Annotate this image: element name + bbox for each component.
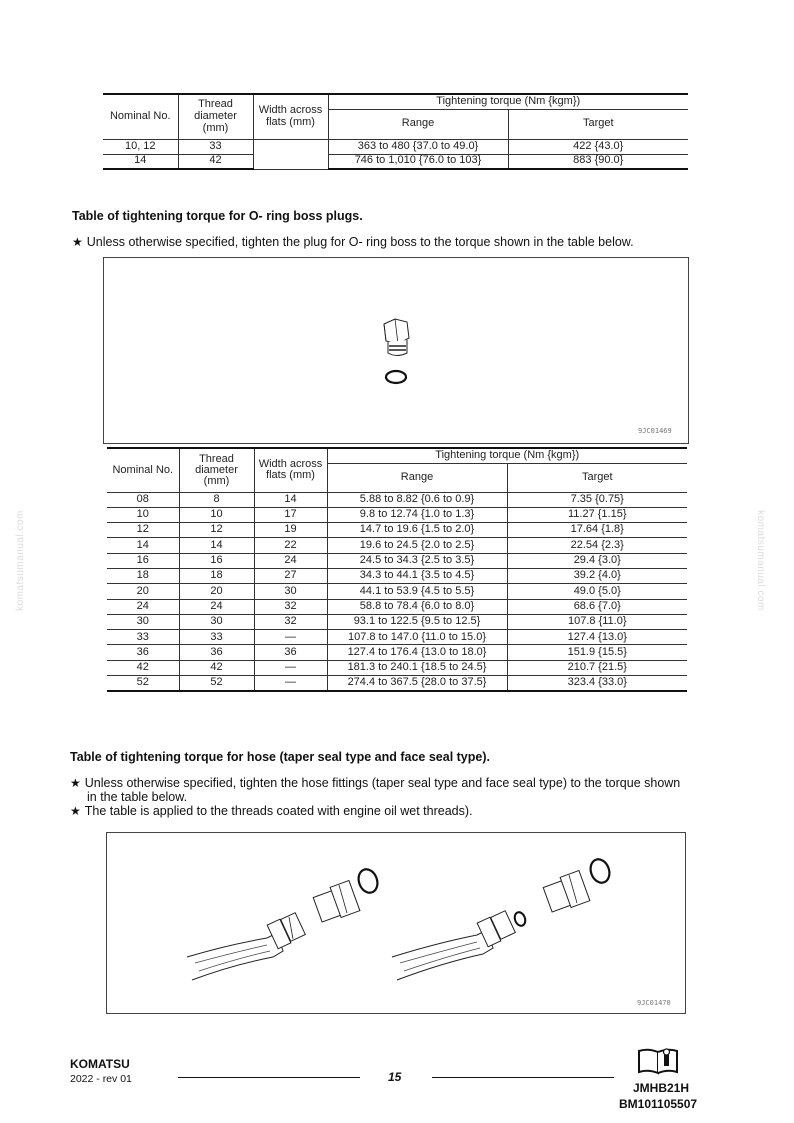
table-row bbox=[107, 630, 687, 645]
cell-nominal: 10, 12 bbox=[103, 139, 178, 154]
section-heading-hose: Table of tightening torque for hose (taper seal type and face seal type). bbox=[70, 750, 490, 764]
table-row bbox=[107, 538, 687, 553]
doc-code-2: BM101105507 bbox=[619, 1097, 698, 1111]
table-row bbox=[103, 139, 688, 154]
table-row bbox=[107, 553, 687, 568]
cell-width: 27 bbox=[254, 568, 327, 583]
cell-range: 107.8 to 147.0 {11.0 to 15.0} bbox=[327, 630, 507, 645]
cell-width: 14 bbox=[254, 492, 327, 507]
note-oring bbox=[72, 235, 634, 249]
cell-nominal: 20 bbox=[107, 584, 179, 599]
header-thread: Thread diameter (mm) bbox=[179, 448, 254, 492]
cell-width: 22 bbox=[254, 538, 327, 553]
cell-range: 181.3 to 240.1 {18.5 to 24.5} bbox=[327, 660, 507, 675]
cell-range: 127.4 to 176.4 {13.0 to 18.0} bbox=[327, 645, 507, 660]
cell-range: 5.88 to 8.82 {0.6 to 0.9} bbox=[327, 492, 507, 507]
cell-width: 32 bbox=[254, 599, 327, 614]
header-width: Width across flats (mm) bbox=[254, 448, 327, 492]
cell-width: — bbox=[254, 676, 327, 691]
table-row bbox=[107, 568, 687, 583]
header-target: Target bbox=[507, 463, 687, 492]
cell-nominal: 52 bbox=[107, 676, 179, 691]
cell-target: 49.0 {5.0} bbox=[507, 584, 687, 599]
cell-target: 17.64 {1.8} bbox=[507, 523, 687, 538]
cell-nominal: 14 bbox=[103, 154, 178, 169]
manual-book-icon bbox=[636, 1046, 682, 1076]
cell-target: 151.9 {15.5} bbox=[507, 645, 687, 660]
cell-thread: 16 bbox=[179, 553, 254, 568]
watermark-right: komatsumanual.com bbox=[754, 510, 766, 611]
cell-target: 39.2 {4.0} bbox=[507, 568, 687, 583]
cell-target: 7.35 {0.75} bbox=[507, 492, 687, 507]
note-hose-1-line1: Unless otherwise specified, tighten the hose fittings (taper seal type and face seal type) to the torque shown bbox=[84, 776, 681, 790]
cell-range: 274.4 to 367.5 {28.0 to 37.5} bbox=[327, 676, 507, 691]
cell-width: — bbox=[254, 630, 327, 645]
cell-range: 44.1 to 53.9 {4.5 to 5.5} bbox=[327, 584, 507, 599]
footer-edition: 2022 - rev 01 bbox=[70, 1073, 132, 1085]
cell-thread: 10 bbox=[179, 507, 254, 522]
cell-nominal: 08 bbox=[107, 492, 179, 507]
cell-width: 24 bbox=[254, 553, 327, 568]
cell-nominal: 16 bbox=[107, 553, 179, 568]
cell-thread: 30 bbox=[179, 614, 254, 629]
table-row bbox=[107, 660, 687, 675]
footer-rule-right bbox=[432, 1077, 614, 1078]
oring-plug-figure bbox=[103, 257, 689, 444]
table-row bbox=[107, 676, 687, 691]
hose-fittings-illustration bbox=[107, 833, 687, 1015]
cell-thread: 42 bbox=[179, 660, 254, 675]
figure-code-hose: 9JC01470 bbox=[637, 999, 671, 1007]
cell-width: 19 bbox=[254, 523, 327, 538]
cell-nominal: 42 bbox=[107, 660, 179, 675]
hose-fittings-figure bbox=[106, 832, 686, 1014]
cell-nominal: 18 bbox=[107, 568, 179, 583]
cell-thread: 12 bbox=[179, 523, 254, 538]
cell-nominal: 24 bbox=[107, 599, 179, 614]
note-hose-1-line2: in the table below. bbox=[87, 790, 188, 804]
cell-target: 883 {90.0} bbox=[508, 154, 688, 169]
table-row bbox=[107, 523, 687, 538]
cell-nominal: 30 bbox=[107, 614, 179, 629]
cell-nominal: 36 bbox=[107, 645, 179, 660]
table-row bbox=[107, 614, 687, 629]
cell-thread: 8 bbox=[179, 492, 254, 507]
note-oring-text: Unless otherwise specified, tighten the plug for O- ring boss to the torque shown in the table below. bbox=[86, 235, 634, 249]
oring-plug-torque-table bbox=[107, 447, 687, 692]
cell-range: 363 to 480 {37.0 to 49.0} bbox=[328, 139, 508, 154]
cell-width: 17 bbox=[254, 507, 327, 522]
star-icon: ★ bbox=[70, 804, 81, 818]
cell-thread: 52 bbox=[179, 676, 254, 691]
header-target: Target bbox=[508, 109, 688, 139]
cell-range: 58.8 to 78.4 {6.0 to 8.0} bbox=[327, 599, 507, 614]
cell-target: 11.27 {1.15} bbox=[507, 507, 687, 522]
section-heading-oring: Table of tightening torque for O- ring boss plugs. bbox=[72, 209, 363, 223]
cell-target: 127.4 {13.0} bbox=[507, 630, 687, 645]
footer-brand: KOMATSU bbox=[70, 1057, 130, 1071]
header-range: Range bbox=[327, 463, 507, 492]
table-row bbox=[107, 584, 687, 599]
cell-thread: 20 bbox=[179, 584, 254, 599]
table-row bbox=[107, 507, 687, 522]
header-torque: Tightening torque (Nm {kgm}) bbox=[328, 94, 688, 109]
header-torque: Tightening torque (Nm {kgm}) bbox=[327, 448, 687, 463]
cell-range: 34.3 to 44.1 {3.5 to 4.5} bbox=[327, 568, 507, 583]
doc-code-1: JMHB21H bbox=[633, 1081, 690, 1095]
header-range: Range bbox=[328, 109, 508, 139]
header-width: Width across flats (mm) bbox=[253, 94, 328, 139]
figure-code-oring: 9JC01469 bbox=[638, 427, 672, 435]
cell-nominal: 12 bbox=[107, 523, 179, 538]
cell-range: 93.1 to 122.5 {9.5 to 12.5} bbox=[327, 614, 507, 629]
cell-range: 24.5 to 34.3 {2.5 to 3.5} bbox=[327, 553, 507, 568]
cell-width: — bbox=[254, 660, 327, 675]
page-number: 15 bbox=[388, 1070, 402, 1084]
cell-range: 746 to 1,010 {76.0 to 103} bbox=[328, 154, 508, 169]
cell-thread: 36 bbox=[179, 645, 254, 660]
cell-range: 19.6 to 24.5 {2.0 to 2.5} bbox=[327, 538, 507, 553]
table-row bbox=[107, 599, 687, 614]
cell-target: 68.6 {7.0} bbox=[507, 599, 687, 614]
header-thread: Thread diameter (mm) bbox=[178, 94, 253, 139]
cell-range: 9.8 to 12.74 {1.0 to 1.3} bbox=[327, 507, 507, 522]
note-hose-1 bbox=[70, 776, 680, 804]
cell-width bbox=[253, 139, 328, 169]
cell-target: 107.8 {11.0} bbox=[507, 614, 687, 629]
cell-range: 14.7 to 19.6 {1.5 to 2.0} bbox=[327, 523, 507, 538]
star-icon: ★ bbox=[70, 776, 81, 790]
cell-target: 323.4 {33.0} bbox=[507, 676, 687, 691]
table-row bbox=[107, 645, 687, 660]
torque-table-continuation bbox=[103, 93, 688, 170]
header-nominal: Nominal No. bbox=[107, 448, 179, 492]
cell-thread: 42 bbox=[178, 154, 253, 169]
cell-thread: 33 bbox=[178, 139, 253, 154]
cell-width: 32 bbox=[254, 614, 327, 629]
cell-target: 22.54 {2.3} bbox=[507, 538, 687, 553]
cell-thread: 33 bbox=[179, 630, 254, 645]
cell-width: 30 bbox=[254, 584, 327, 599]
watermark-left: komatsumanual.com bbox=[14, 510, 26, 611]
cell-thread: 18 bbox=[179, 568, 254, 583]
cell-target: 422 {43.0} bbox=[508, 139, 688, 154]
oring-plug-illustration bbox=[104, 258, 690, 445]
cell-thread: 24 bbox=[179, 599, 254, 614]
cell-target: 210.7 {21.5} bbox=[507, 660, 687, 675]
header-nominal: Nominal No. bbox=[103, 94, 178, 139]
star-icon: ★ bbox=[72, 235, 83, 249]
cell-target: 29.4 {3.0} bbox=[507, 553, 687, 568]
table-row bbox=[107, 492, 687, 507]
cell-nominal: 33 bbox=[107, 630, 179, 645]
cell-nominal: 10 bbox=[107, 507, 179, 522]
note-hose-2-text: The table is applied to the threads coated with engine oil wet threads). bbox=[84, 804, 473, 818]
footer-rule-left bbox=[178, 1077, 360, 1078]
note-hose-2 bbox=[70, 804, 473, 818]
table-row bbox=[103, 154, 688, 169]
cell-width: 36 bbox=[254, 645, 327, 660]
cell-thread: 14 bbox=[179, 538, 254, 553]
cell-nominal: 14 bbox=[107, 538, 179, 553]
